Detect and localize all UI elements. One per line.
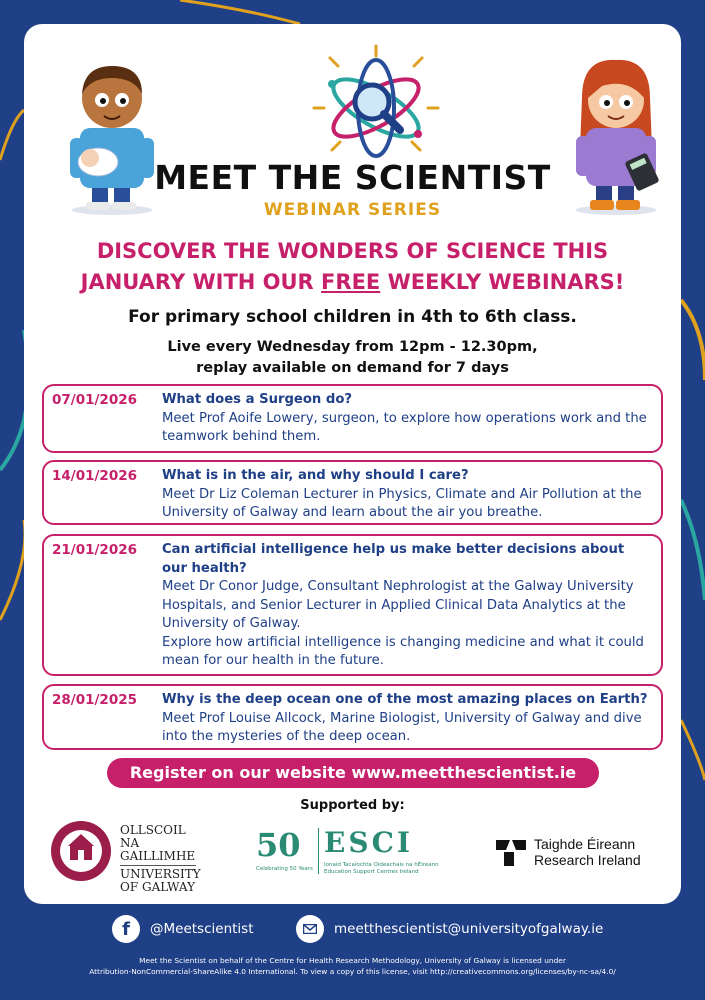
research-ireland-mark-icon [496,836,526,866]
event-card [42,384,663,453]
register-link-button[interactable]: Register on our website www.meetthescientist.ie [107,758,599,788]
email-contact[interactable] [296,914,603,944]
university-seal-icon [50,820,112,882]
page-title: MEET THE SCIENTIST [154,158,551,197]
esci-logo [256,826,456,882]
event-question: What is in the air, and why should I care? [162,468,469,483]
license-footer [8,955,697,977]
social-handle[interactable]: @Meetscientist [150,921,254,937]
poster-card [24,24,681,904]
event-card [42,534,663,676]
research-ireland-logo [496,832,666,872]
esci-english-name: Education Support Centres Ireland [324,869,419,875]
social-contact[interactable] [112,914,254,944]
esci-irish-name: Ionaid Tacaíochta Oideachais na hÉireann [324,862,439,868]
supported-by-label: Supported by: [300,798,405,813]
event-details: Meet Dr Liz Coleman Lecturer in Physics, Climate and Air Pollution at the University of Galway and learn about the air you breathe. [162,486,642,520]
event-question: Can artificial intelligence help us make better decisions about our health? [162,542,625,576]
divider [318,828,319,874]
audience-text: For primary school children in 4th to 6th class. [128,307,577,327]
event-details: Explore how artificial intelligence is changing medicine and what it could mean for our health in the future. [162,634,644,668]
event-date: 28/01/2025 [52,692,138,708]
esci-celebrating-text: Celebrating 50 Years [256,866,313,872]
event-details: Meet Prof Louise Allcock, Marine Biologist, University of Galway and dive into the mysteries of the deep ocean. [162,710,642,744]
event-date: 14/01/2026 [52,468,138,484]
university-of-galway-logo [50,820,201,894]
university-name-irish-2: GAILLIMHE [120,849,196,863]
event-details: Meet Prof Aoife Lowery, surgeon, to explore how operations work and the teamwork behind them. [162,410,647,444]
footer-line-1: Meet the Scientist on behalf of the Centre for Health Research Methodology, University of Galway is licensed under [139,956,566,965]
headline-text: WEEKLY WEBINARS! [380,270,625,294]
event-card [42,460,663,525]
research-ireland-irish-name: Taighde Éireann [534,836,636,852]
headline-line-2 [44,267,661,298]
page-subtitle: WEBINAR SERIES [263,200,442,220]
atom-magnifier-logo [310,42,442,170]
facebook-icon: f [112,915,140,943]
divider [120,865,196,866]
headline-free-emphasis: FREE [321,270,381,294]
event-details: Meet Dr Conor Judge, Consultant Nephrologist at the Galway University Hospitals, and Senior Lecturer in Applied Clinical Data Analytics at the University of Galway. [162,579,634,631]
university-name-english-2: OF GALWAY [120,880,195,894]
research-ireland-english-name: Research Ireland [534,852,641,868]
schedule-line-1: Live every Wednesday from 12pm - 12.30pm, [167,339,538,355]
event-date: 21/01/2026 [52,542,138,558]
esci-wordmark: ESCI [324,826,413,859]
headline-line-1: DISCOVER THE WONDERS OF SCIENCE THIS [96,239,609,263]
headline-text: JANUARY WITH OUR [80,270,322,294]
event-card [42,684,663,750]
esci-anniversary-number: 50 [256,826,301,864]
envelope-icon [296,915,324,943]
university-name-irish-1: OLLSCOIL NA [120,823,186,850]
email-address[interactable]: meetthescientist@universityofgalway.ie [334,921,604,937]
event-question: Why is the deep ocean one of the most amazing places on Earth? [162,692,648,707]
event-date: 07/01/2026 [52,392,138,408]
schedule-text [24,337,681,379]
event-question: What does a Surgeon do? [162,392,353,407]
headline [44,236,661,298]
footer-line-2: Attribution-NonCommercial-ShareAlike 4.0 International. To view a copy of this license, visit http://creativecommons.org/licenses/by-nc-sa/4.0/ [89,967,616,976]
schedule-line-2: replay available on demand for 7 days [196,360,509,376]
university-name-english-1: UNIVERSITY [120,867,201,881]
